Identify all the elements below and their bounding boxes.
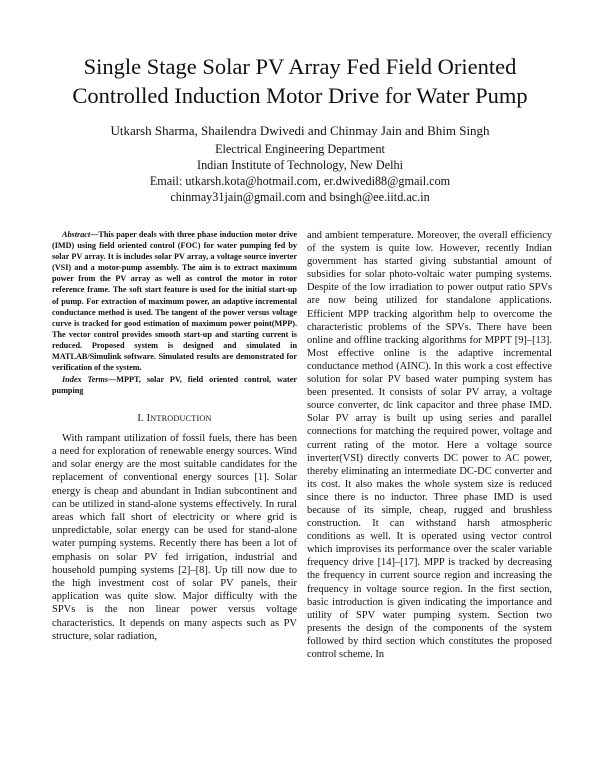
section-heading-rest: NTRODUCTION — [150, 414, 212, 424]
abstract — [52, 229, 297, 373]
section-heading-introduction — [52, 412, 297, 425]
author-institute: Indian Institute of Technology, New Delhi — [197, 158, 403, 172]
section-heading-numeral: I. I — [137, 413, 151, 425]
author-email-line-1: Email: utkarsh.kota@hotmail.com, er.dwivedi88@gmail.com — [149, 174, 451, 188]
author-block — [0, 123, 600, 205]
abstract-text: —This paper deals with three phase induction motor drive (IMD) using field oriented control (FOC) for water pumping fed by solar PV array. It is includes solar PV array, a voltage source inverter (VSI) and a motor-pump assembly. The aim is to extract maximum power from the PV array as well as control the motor in rotor reference frame. The soft start feature is used for the initial start-up of pump. For extraction of maximum power, an adaptive incremental conductance method is used. The tangent of the power versus voltage curve is tracked for good estimation of maximum power point(MPP). The vector control provides smooth start-up and starting current is reduced. Proposed system is designed and simulated in MATLAB/Simulink software. Simulated results are demonstrated for verification of the system. — [52, 230, 297, 373]
author-email-line-2: chinmay31jain@gmail.com and bsingh@ee.iitd.ac.in — [170, 190, 430, 204]
intro-paragraph-right: and ambient temperature. Moreover, the overall efficiency of the system is quite low. However, recently Indian government has started giving substantial amount of subsidies for solar photo-voltaic water pumping systems. Despite of the low irradiation to power output ratio SPVs are now being utilized for standalone applications. Efficient MPP tracking algorithm help to overcome the characteristic problems of the SPVs. There have been online and offline tracking algorithms for MPPT [9]–[13]. Most effective online is the adaptive incremental conductance method (AINC). In this work a cost effective solution for solar PV based water pumping system has been presented. It consists of solar PV array, a voltage source converter, dc link capacitor and three phase IMD. Solar PV array is built up using series and parallel connections for matching the required power, voltage and current rating of the motor. Here a voltage source inverter(VSI) directly converts DC power to AC power, thereby eliminating an intermediate DC-DC converter and its cost. It also makes the whole system size is reduced since there is no inductor. Three phase IMD is used because of its simple, cheap, rugged and brushless construction. It can withstand harsh atmospheric conditions as well. It is operated using vector control which improvises its performance over the scaler variable frequency drive [14]–[17]. MPP is tracked by decreasing the frequency in current source region and increasing the frequency in voltage source region. In the first section, basic introduction is given indicating the importance and utility of SPV water pumping system. Section two presents the design of the components of the system followed by third section which constitutes the proposed control scheme. In — [307, 230, 552, 660]
paper-title-line-1: Single Stage Solar PV Array Fed Field Oriented — [83, 54, 517, 79]
index-terms-text: —MPPT, solar PV, field oriented control, water pumping — [52, 375, 297, 396]
right-column — [307, 229, 552, 661]
paper-title — [0, 52, 600, 110]
intro-paragraph-left: With rampant utilization of fossil fuels, there has been a need for exploration of renewable energy sources. Wind and solar energy are the most suitable candidates for the replacement of conventional energy sources [1]. Solar energy is cheap and abundant in Indian subcontinent and can be utilized in stand-alone systems effectively. In rural areas which fall short of electricity or where grid is unpredictable, solar energy can be used for stand-alone water pumping systems. Recently there has been a lot of emphasis on solar PV fed irrigation, industrial and household pumping systems [2]–[8]. Up till now due to the high investment cost of solar PV panels, their application was quite slow. Major difficulty with the SPVs is the non linear power versus voltage characteristics. It depends on many aspects such as PV structure, solar radiation, — [52, 432, 297, 642]
abstract-label: Abstract — [62, 230, 91, 239]
index-terms — [52, 374, 297, 396]
author-names: Utkarsh Sharma, Shailendra Dwivedi and Chinmay Jain and Bhim Singh — [110, 123, 490, 138]
left-column — [52, 229, 297, 643]
paper-title-line-2: Controlled Induction Motor Drive for Water Pump — [72, 83, 528, 108]
author-department: Electrical Engineering Department — [215, 142, 385, 156]
index-terms-label: Index Terms — [62, 375, 109, 385]
